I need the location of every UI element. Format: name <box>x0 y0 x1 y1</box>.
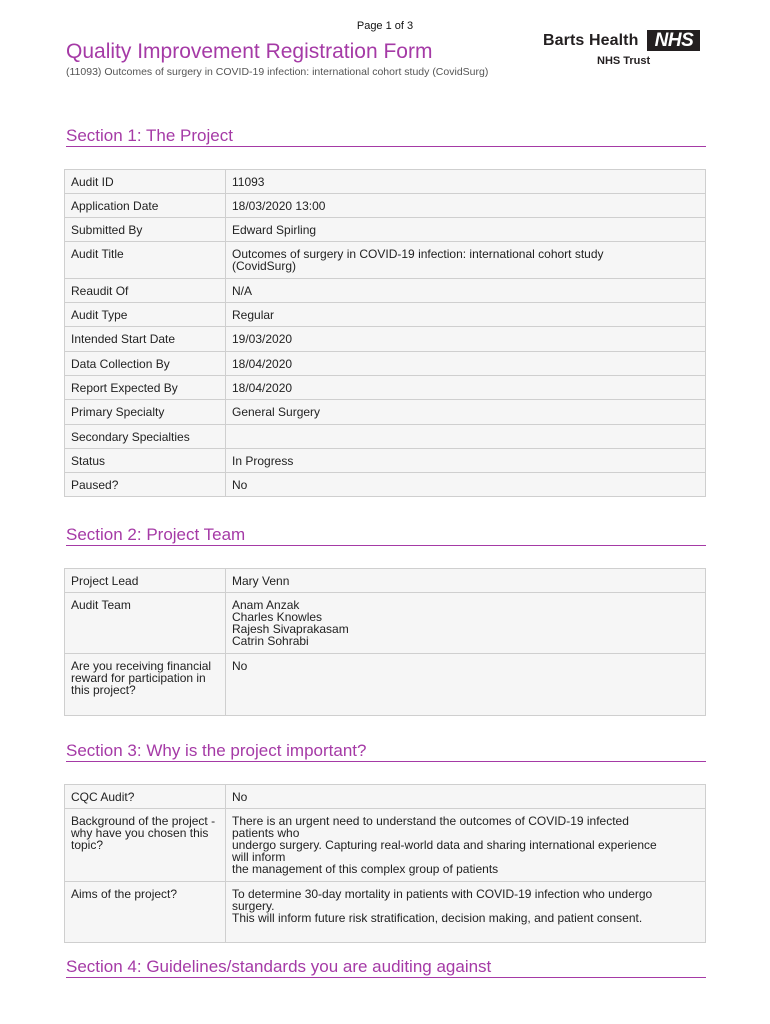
field-value-line: Edward Spirling <box>232 223 317 237</box>
logo-org-name: Barts Health <box>543 31 639 49</box>
field-value-line: 19/03/2020 <box>232 332 293 346</box>
table-row <box>65 654 706 716</box>
field-value-line: 18/04/2020 <box>232 381 293 395</box>
table-row <box>65 303 706 327</box>
field-value <box>226 473 706 497</box>
field-value-line: There is an urgent need to understand the outcomes of COVID-19 infected <box>232 814 629 828</box>
section-heading-team: Section 2: Project Team <box>66 526 706 546</box>
field-value-line: 11093 <box>232 175 265 189</box>
field-label: Audit ID <box>65 170 226 194</box>
field-value-line: General Surgery <box>232 405 321 419</box>
field-value <box>226 242 706 279</box>
field-value-line: In Progress <box>232 454 294 468</box>
field-value-line: No <box>232 478 248 492</box>
table-row <box>65 809 706 882</box>
project-importance-table <box>64 784 706 943</box>
field-value-line: (CovidSurg) <box>232 259 297 273</box>
field-value <box>226 218 706 242</box>
field-value <box>226 194 706 218</box>
field-value <box>226 785 706 809</box>
field-value-line: Outcomes of surgery in COVID-19 infection: international cohort study <box>232 247 604 261</box>
field-label: Audit Title <box>65 242 226 279</box>
section-heading-project: Section 1: The Project <box>66 127 706 147</box>
field-value-line: 18/03/2020 13:00 <box>232 199 326 213</box>
field-value-line: Anam Anzak <box>232 598 300 612</box>
field-label: Audit Type <box>65 303 226 327</box>
field-value <box>226 569 706 593</box>
field-value <box>226 327 706 352</box>
field-label: Aims of the project? <box>65 882 226 943</box>
field-label: Project Lead <box>65 569 226 593</box>
field-value-line: surgery. <box>232 899 275 913</box>
table-row <box>65 194 706 218</box>
table-row <box>65 170 706 194</box>
field-label: Report Expected By <box>65 376 226 400</box>
nhs-logo <box>543 30 708 67</box>
table-row <box>65 279 706 303</box>
field-value-line: Catrin Sohrabi <box>232 634 309 648</box>
field-label: Reaudit Of <box>65 279 226 303</box>
field-label: CQC Audit? <box>65 785 226 809</box>
field-value <box>226 809 706 882</box>
field-label: Are you receiving financial reward for participation in this project? <box>65 654 226 716</box>
field-value <box>226 593 706 654</box>
field-label: Data Collection By <box>65 352 226 376</box>
table-row <box>65 400 706 425</box>
page-number: Page 1 of 3 <box>356 20 414 32</box>
logo-subtitle: NHS Trust <box>597 55 651 67</box>
field-value-line: To determine 30-day mortality in patients with COVID-19 infection who undergo <box>232 887 653 901</box>
field-label: Submitted By <box>65 218 226 242</box>
field-value <box>226 882 706 943</box>
field-value-line: This will inform future risk stratification, decision making, and patient consent. <box>232 911 643 925</box>
field-label: Paused? <box>65 473 226 497</box>
table-row <box>65 352 706 376</box>
field-value <box>226 170 706 194</box>
field-label: Background of the project - why have you chosen this topic? <box>65 809 226 882</box>
field-value <box>226 400 706 425</box>
field-value-line: No <box>232 659 248 673</box>
field-value-line: 18/04/2020 <box>232 357 293 371</box>
project-team-table <box>64 568 706 716</box>
field-value-line: patients who <box>232 826 300 840</box>
field-value <box>226 279 706 303</box>
field-value-line: will inform <box>232 850 286 864</box>
table-row <box>65 218 706 242</box>
field-value-line: Mary Venn <box>232 574 290 588</box>
field-value-line: Rajesh Sivaprakasam <box>232 622 349 636</box>
field-label: Application Date <box>65 194 226 218</box>
field-value-line: Regular <box>232 308 275 322</box>
table-row <box>65 242 706 279</box>
table-row <box>65 473 706 497</box>
section-heading-guidelines: Section 4: Guidelines/standards you are auditing against <box>66 958 706 978</box>
field-value <box>226 654 706 716</box>
table-row <box>65 569 706 593</box>
section-heading-importance: Section 3: Why is the project important? <box>66 742 706 762</box>
field-value <box>226 303 706 327</box>
field-label: Audit Team <box>65 593 226 654</box>
field-value <box>226 425 706 449</box>
field-label: Status <box>65 449 226 473</box>
field-value-line: undergo surgery. Capturing real-world data and sharing international experience <box>232 838 657 852</box>
field-value <box>226 352 706 376</box>
field-value <box>226 376 706 400</box>
field-label: Intended Start Date <box>65 327 226 352</box>
table-row <box>65 449 706 473</box>
field-value-line: No <box>232 790 248 804</box>
page-subtitle: (11093) Outcomes of surgery in COVID-19 infection: international cohort study (CovidSurg) <box>66 66 489 78</box>
table-row <box>65 425 706 449</box>
field-value-line: N/A <box>232 284 253 298</box>
nhs-badge: NHS <box>647 30 700 51</box>
table-row <box>65 882 706 943</box>
field-value-line: Charles Knowles <box>232 610 323 624</box>
table-row <box>65 785 706 809</box>
field-value-line: the management of this complex group of patients <box>232 862 499 876</box>
table-row <box>65 327 706 352</box>
table-row <box>65 376 706 400</box>
field-label: Secondary Specialties <box>65 425 226 449</box>
project-details-table <box>64 169 706 497</box>
table-row <box>65 593 706 654</box>
field-value <box>226 449 706 473</box>
field-label: Primary Specialty <box>65 400 226 425</box>
page-title: Quality Improvement Registration Form <box>66 40 433 63</box>
